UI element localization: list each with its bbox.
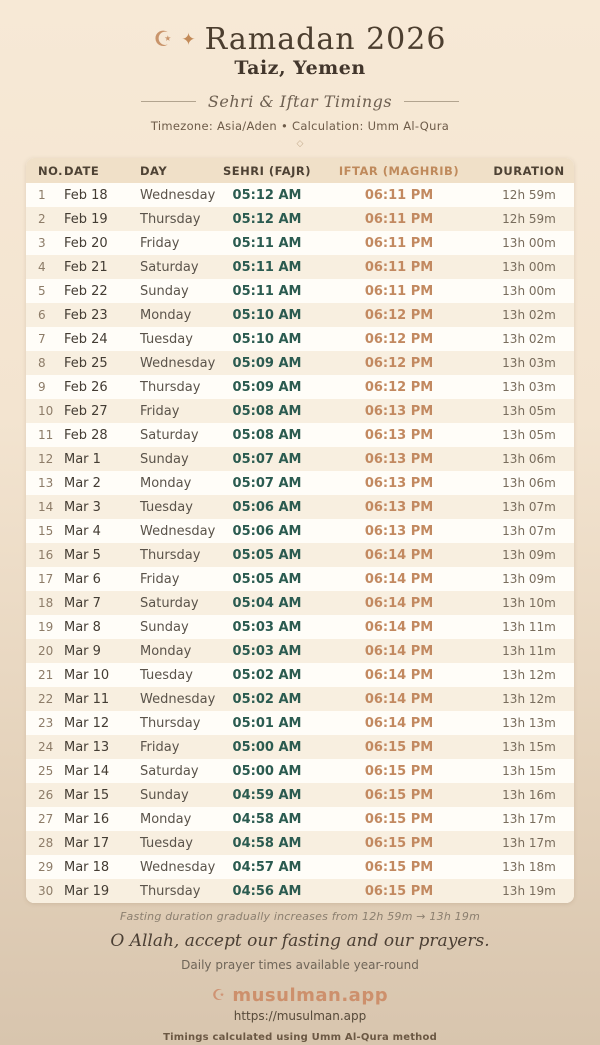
row-number: 5 (38, 284, 46, 298)
duration-cell: 13h 11m (502, 620, 556, 634)
row-number: 9 (38, 380, 46, 394)
sehri-time: 04:58 AM (232, 835, 302, 851)
day-cell: Friday (140, 235, 180, 251)
date-cell: Mar 6 (64, 571, 101, 587)
iftar-time: 06:14 PM (364, 715, 434, 731)
sehri-time: 05:11 AM (232, 259, 302, 275)
row-number: 7 (38, 332, 46, 346)
sehri-time: 05:04 AM (232, 595, 302, 611)
row-number: 1 (38, 188, 46, 202)
column-header-duration: DURATION (493, 163, 565, 178)
date-cell: Mar 9 (64, 643, 101, 659)
four-point-star-icon: ✦ (181, 29, 196, 50)
duration-cell: 13h 15m (502, 764, 556, 778)
duration-cell: 13h 12m (502, 668, 556, 682)
day-cell: Sunday (140, 787, 189, 803)
iftar-time: 06:15 PM (364, 859, 434, 875)
iftar-time: 06:15 PM (364, 739, 434, 755)
sehri-time: 05:11 AM (232, 235, 302, 251)
iftar-time: 06:11 PM (364, 259, 434, 275)
iftar-time: 06:13 PM (364, 475, 434, 491)
day-cell: Friday (140, 403, 180, 419)
table-body (26, 183, 574, 903)
row-number: 29 (38, 860, 54, 874)
day-cell: Friday (140, 739, 180, 755)
date-cell: Mar 16 (64, 811, 110, 827)
duration-cell: 12h 59m (502, 212, 556, 226)
sehri-time: 05:12 AM (232, 211, 302, 227)
table-row (26, 615, 574, 639)
iftar-time: 06:12 PM (364, 379, 434, 395)
dua-text: O Allah, accept our fasting and our prayers. (110, 931, 490, 951)
iftar-time: 06:11 PM (364, 211, 434, 227)
duration-cell: 13h 03m (502, 356, 556, 370)
iftar-time: 06:13 PM (364, 499, 434, 515)
date-cell: Mar 3 (64, 499, 101, 515)
iftar-time: 06:14 PM (364, 571, 434, 587)
row-number: 25 (38, 764, 54, 778)
date-cell: Feb 22 (64, 283, 108, 299)
sehri-time: 05:07 AM (232, 475, 302, 491)
date-cell: Feb 24 (64, 331, 108, 347)
duration-cell: 13h 02m (502, 332, 556, 346)
date-cell: Feb 23 (64, 307, 108, 323)
sehri-time: 05:09 AM (232, 379, 302, 395)
table-row (26, 255, 574, 279)
day-cell: Monday (140, 307, 192, 323)
iftar-time: 06:14 PM (364, 667, 434, 683)
divider-line-left (141, 101, 196, 102)
sehri-time: 05:12 AM (232, 187, 302, 203)
iftar-time: 06:12 PM (364, 307, 434, 323)
iftar-time: 06:15 PM (364, 787, 434, 803)
iftar-time: 06:14 PM (364, 643, 434, 659)
sehri-time: 05:02 AM (232, 691, 302, 707)
subtitle-divider (0, 92, 600, 111)
row-number: 19 (38, 620, 54, 634)
row-number: 23 (38, 716, 54, 730)
sehri-time: 04:59 AM (232, 787, 302, 803)
sehri-time: 05:05 AM (232, 571, 302, 587)
date-cell: Mar 18 (64, 859, 110, 875)
table-row (26, 855, 574, 879)
day-cell: Wednesday (140, 691, 216, 707)
row-number: 28 (38, 836, 54, 850)
date-cell: Mar 5 (64, 547, 101, 563)
iftar-time: 06:14 PM (364, 691, 434, 707)
duration-cell: 13h 06m (502, 476, 556, 490)
date-cell: Feb 28 (64, 427, 108, 443)
duration-cell: 13h 19m (502, 884, 556, 898)
table-row (26, 831, 574, 855)
date-cell: Mar 13 (64, 739, 110, 755)
day-cell: Sunday (140, 283, 189, 299)
table-row (26, 639, 574, 663)
row-number: 15 (38, 524, 54, 538)
row-number: 22 (38, 692, 54, 706)
duration-cell: 13h 02m (502, 308, 556, 322)
date-cell: Mar 1 (64, 451, 101, 467)
date-cell: Feb 20 (64, 235, 108, 251)
day-cell: Tuesday (140, 499, 193, 515)
table-row (26, 735, 574, 759)
crescent-moon-icon: ☪ (153, 26, 173, 51)
sehri-time: 05:03 AM (232, 643, 302, 659)
day-cell: Wednesday (140, 187, 216, 203)
table-row (26, 663, 574, 687)
day-cell: Thursday (140, 883, 201, 899)
sehri-time: 05:08 AM (232, 427, 302, 443)
timings-table (26, 158, 574, 903)
table-row (26, 447, 574, 471)
date-cell: Feb 26 (64, 379, 108, 395)
table-row (26, 879, 574, 903)
sehri-time: 05:03 AM (232, 619, 302, 635)
duration-cell: 13h 18m (502, 860, 556, 874)
duration-cell: 13h 00m (502, 236, 556, 250)
row-number: 14 (38, 500, 54, 514)
iftar-time: 06:15 PM (364, 763, 434, 779)
iftar-time: 06:11 PM (364, 187, 434, 203)
day-cell: Sunday (140, 451, 189, 467)
row-number: 11 (38, 428, 54, 442)
date-cell: Feb 27 (64, 403, 108, 419)
sehri-time: 05:06 AM (232, 499, 302, 515)
sehri-time: 05:02 AM (232, 667, 302, 683)
table-row (26, 471, 574, 495)
day-cell: Tuesday (140, 835, 193, 851)
row-number: 24 (38, 740, 54, 754)
row-number: 18 (38, 596, 54, 610)
date-cell: Mar 17 (64, 835, 110, 851)
duration-cell: 13h 17m (502, 836, 556, 850)
iftar-time: 06:13 PM (364, 451, 434, 467)
duration-cell: 13h 15m (502, 740, 556, 754)
day-cell: Saturday (140, 427, 199, 443)
day-cell: Monday (140, 475, 192, 491)
availability-note: Daily prayer times available year-round (181, 958, 419, 972)
duration-cell: 13h 12m (502, 692, 556, 706)
row-number: 2 (38, 212, 46, 226)
row-number: 6 (38, 308, 46, 322)
day-cell: Monday (140, 643, 192, 659)
sehri-time: 05:10 AM (232, 331, 302, 347)
row-number: 17 (38, 572, 54, 586)
row-number: 4 (38, 260, 46, 274)
iftar-time: 06:14 PM (364, 619, 434, 635)
duration-cell: 13h 10m (502, 596, 556, 610)
iftar-time: 06:15 PM (364, 835, 434, 851)
table-row (26, 231, 574, 255)
day-cell: Sunday (140, 619, 189, 635)
brand-row (0, 985, 600, 1006)
row-number: 10 (38, 404, 54, 418)
date-cell: Mar 12 (64, 715, 110, 731)
row-number: 21 (38, 668, 54, 682)
sehri-time: 05:09 AM (232, 355, 302, 371)
row-number: 16 (38, 548, 54, 562)
duration-cell: 12h 59m (502, 188, 556, 202)
sehri-time: 05:00 AM (232, 763, 302, 779)
duration-cell: 13h 06m (502, 452, 556, 466)
duration-cell: 13h 13m (502, 716, 556, 730)
table-row (26, 591, 574, 615)
date-cell: Mar 15 (64, 787, 110, 803)
date-cell: Mar 10 (64, 667, 110, 683)
table-header-row (26, 158, 574, 183)
sehri-time: 05:11 AM (232, 283, 302, 299)
duration-cell: 13h 03m (502, 380, 556, 394)
iftar-time: 06:14 PM (364, 547, 434, 563)
divider-line-right (404, 101, 459, 102)
table-row (26, 423, 574, 447)
day-cell: Wednesday (140, 355, 216, 371)
column-header-iftar: IFTAR (MAGHRIB) (338, 163, 460, 178)
sehri-time: 05:10 AM (232, 307, 302, 323)
row-number: 13 (38, 476, 54, 490)
sehri-time: 05:01 AM (232, 715, 302, 731)
page-header (0, 0, 600, 149)
table-row (26, 399, 574, 423)
table-row (26, 519, 574, 543)
table-row (26, 687, 574, 711)
date-cell: Feb 18 (64, 187, 108, 203)
day-cell: Thursday (140, 211, 201, 227)
table-row (26, 183, 574, 207)
sehri-time: 05:05 AM (232, 547, 302, 563)
day-cell: Wednesday (140, 859, 216, 875)
row-number: 8 (38, 356, 46, 370)
column-header-day: DAY (140, 163, 168, 178)
sehri-time: 04:57 AM (232, 859, 302, 875)
iftar-time: 06:15 PM (364, 811, 434, 827)
date-cell: Mar 19 (64, 883, 110, 899)
date-cell: Mar 7 (64, 595, 101, 611)
location-subtitle: Taiz, Yemen (234, 57, 366, 79)
duration-cell: 13h 07m (502, 524, 556, 538)
duration-trend-note: Fasting duration gradually increases from 12h 59m → 13h 19m (120, 910, 480, 923)
duration-cell: 13h 00m (502, 260, 556, 274)
brand-moon-icon: ☪ (211, 986, 226, 1004)
table-row (26, 807, 574, 831)
row-number: 20 (38, 644, 54, 658)
date-cell: Mar 2 (64, 475, 101, 491)
day-cell: Thursday (140, 379, 201, 395)
day-cell: Wednesday (140, 523, 216, 539)
table-row (26, 303, 574, 327)
iftar-time: 06:12 PM (364, 331, 434, 347)
row-number: 3 (38, 236, 46, 250)
duration-cell: 13h 09m (502, 572, 556, 586)
day-cell: Saturday (140, 259, 199, 275)
table-row (26, 495, 574, 519)
date-cell: Mar 11 (64, 691, 110, 707)
iftar-time: 06:14 PM (364, 595, 434, 611)
table-row (26, 351, 574, 375)
title-row (0, 24, 600, 56)
duration-cell: 13h 05m (502, 428, 556, 442)
date-cell: Mar 8 (64, 619, 101, 635)
column-header-no: NO. (38, 163, 64, 178)
iftar-time: 06:13 PM (364, 523, 434, 539)
column-header-date: DATE (64, 163, 100, 178)
sehri-time: 04:58 AM (232, 811, 302, 827)
table-row (26, 375, 574, 399)
table-row (26, 567, 574, 591)
date-cell: Feb 25 (64, 355, 108, 371)
iftar-time: 06:11 PM (364, 235, 434, 251)
diamond-ornament-icon: ◇ (296, 139, 304, 149)
date-cell: Mar 14 (64, 763, 110, 779)
brand-name: musulman.app (232, 985, 389, 1006)
iftar-time: 06:11 PM (364, 283, 434, 299)
date-cell: Feb 19 (64, 211, 108, 227)
table-row (26, 543, 574, 567)
day-cell: Friday (140, 571, 180, 587)
row-number: 12 (38, 452, 54, 466)
calculation-method-note: Timings calculated using Umm Al-Qura method (163, 1032, 437, 1043)
duration-cell: 13h 07m (502, 500, 556, 514)
table-row (26, 207, 574, 231)
duration-cell: 13h 09m (502, 548, 556, 562)
row-number: 26 (38, 788, 54, 802)
date-cell: Mar 4 (64, 523, 101, 539)
sehri-time: 05:08 AM (232, 403, 302, 419)
table-row (26, 711, 574, 735)
duration-cell: 13h 16m (502, 788, 556, 802)
day-cell: Tuesday (140, 331, 193, 347)
day-cell: Thursday (140, 547, 201, 563)
brand-url: https://musulman.app (233, 1009, 367, 1023)
duration-cell: 13h 17m (502, 812, 556, 826)
row-number: 27 (38, 812, 54, 826)
sehri-time: 05:07 AM (232, 451, 302, 467)
day-cell: Thursday (140, 715, 201, 731)
table-row (26, 783, 574, 807)
page-title: Ramadan 2026 (204, 22, 447, 57)
sehri-time: 05:00 AM (232, 739, 302, 755)
row-number: 30 (38, 884, 54, 898)
sehri-time: 04:56 AM (232, 883, 302, 899)
table-row (26, 279, 574, 303)
iftar-time: 06:13 PM (364, 427, 434, 443)
table-row (26, 759, 574, 783)
day-cell: Saturday (140, 763, 199, 779)
timezone-calculation-info: Timezone: Asia/Aden • Calculation: Umm Al-Qura (150, 119, 450, 133)
iftar-time: 06:12 PM (364, 355, 434, 371)
day-cell: Tuesday (140, 667, 193, 683)
table-row (26, 327, 574, 351)
timings-subtitle: Sehri & Iftar Timings (207, 92, 393, 111)
duration-cell: 13h 00m (502, 284, 556, 298)
day-cell: Saturday (140, 595, 199, 611)
duration-cell: 13h 05m (502, 404, 556, 418)
date-cell: Feb 21 (64, 259, 108, 275)
iftar-time: 06:13 PM (364, 403, 434, 419)
sehri-time: 05:06 AM (232, 523, 302, 539)
duration-cell: 13h 11m (502, 644, 556, 658)
iftar-time: 06:15 PM (364, 883, 434, 899)
column-header-sehri: SEHRI (FAJR) (223, 163, 311, 178)
day-cell: Monday (140, 811, 192, 827)
